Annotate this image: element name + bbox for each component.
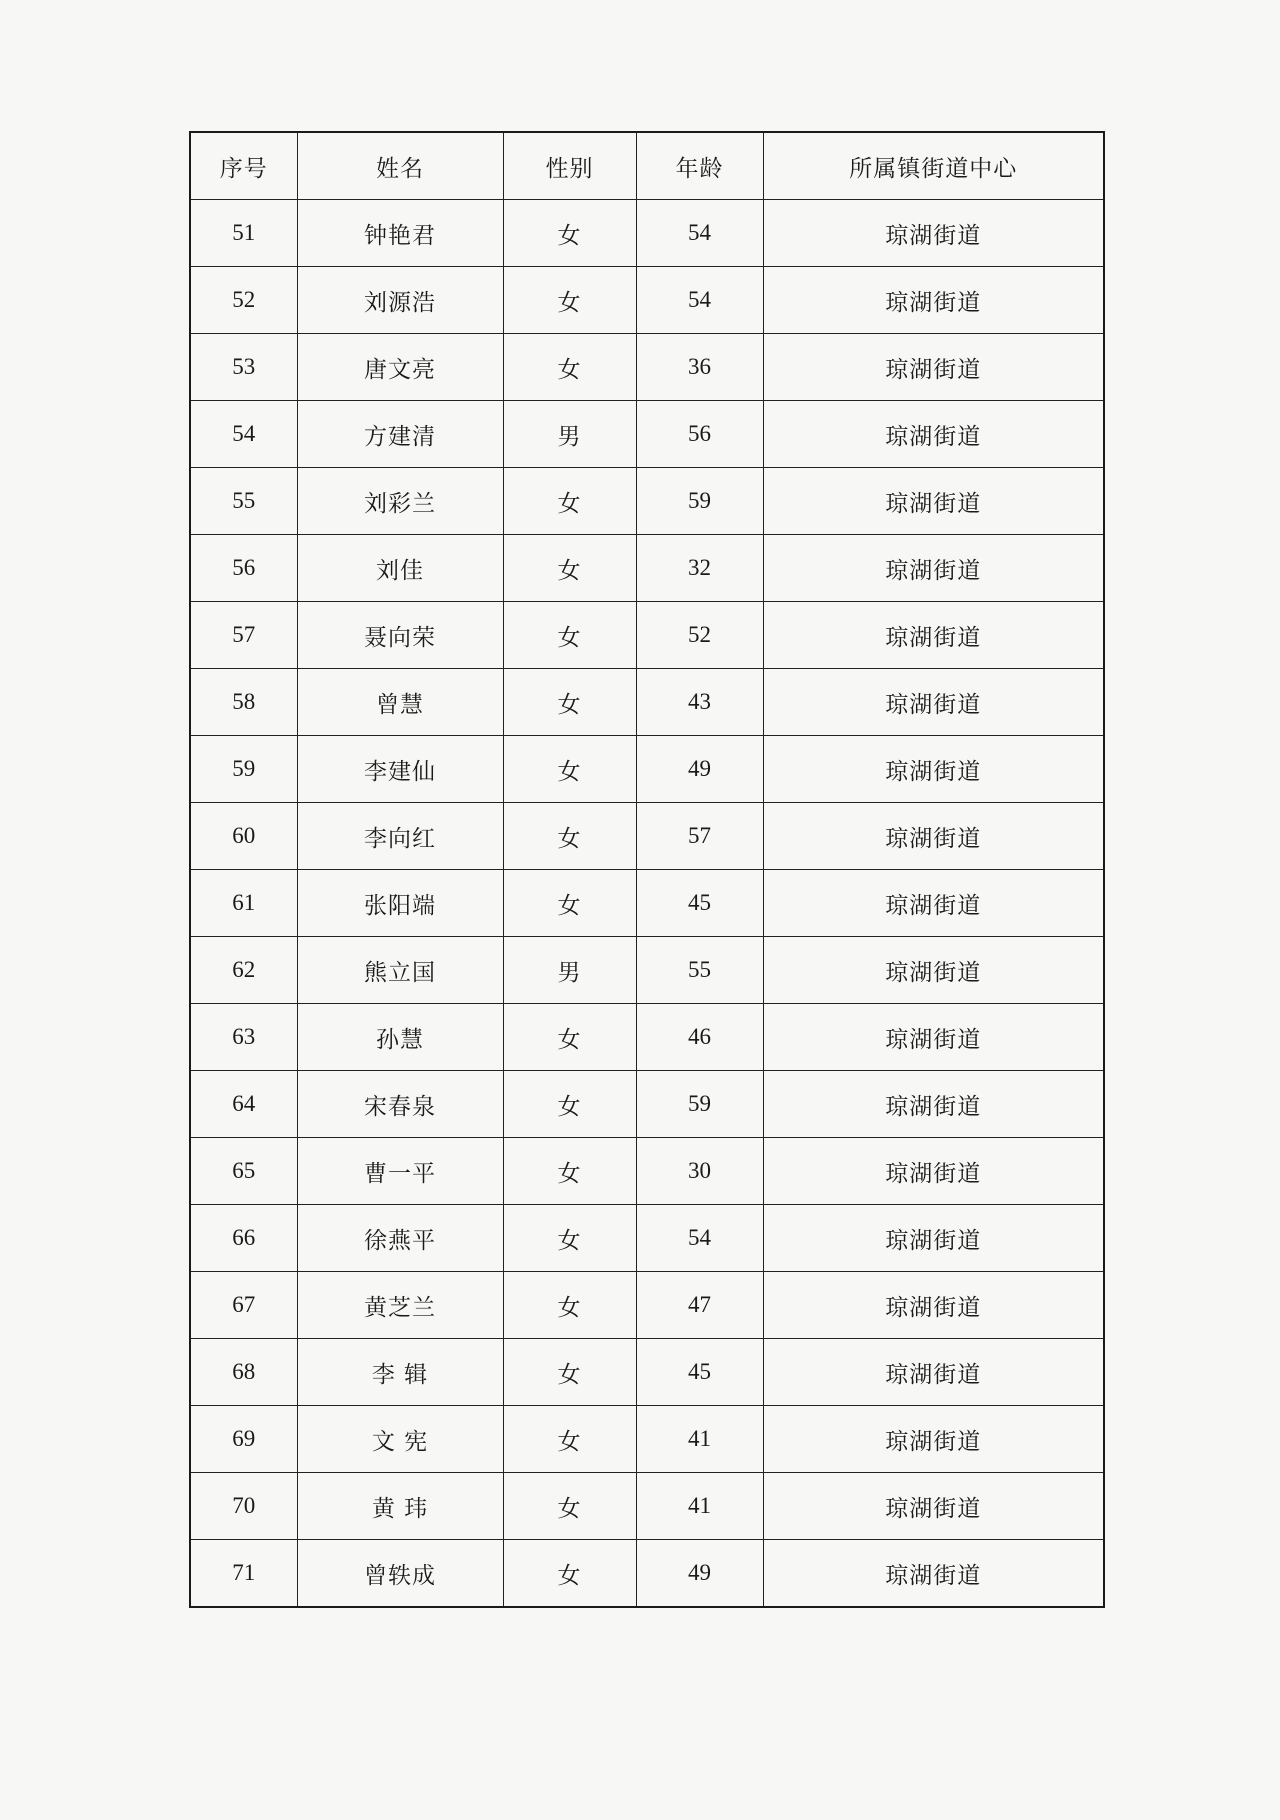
cell-affiliated-center: 琼湖街道 [763, 267, 1104, 334]
table-row [190, 200, 1104, 267]
table-row [190, 334, 1104, 401]
table-row [190, 267, 1104, 334]
cell-affiliated-center: 琼湖街道 [763, 669, 1104, 736]
cell-serial-number: 71 [190, 1540, 297, 1608]
cell-gender: 女 [503, 736, 636, 803]
table-row [190, 1473, 1104, 1540]
header-serial-number: 序号 [190, 132, 297, 200]
cell-serial-number: 54 [190, 401, 297, 468]
table-row [190, 1540, 1104, 1608]
table-row [190, 870, 1104, 937]
cell-age: 54 [636, 1205, 763, 1272]
cell-affiliated-center: 琼湖街道 [763, 1071, 1104, 1138]
cell-name: 钟艳君 [297, 200, 503, 267]
cell-affiliated-center: 琼湖街道 [763, 1406, 1104, 1473]
roster-table [189, 131, 1105, 1608]
cell-gender: 女 [503, 1004, 636, 1071]
cell-gender: 女 [503, 535, 636, 602]
cell-gender: 女 [503, 602, 636, 669]
cell-name: 徐燕平 [297, 1205, 503, 1272]
cell-gender: 女 [503, 870, 636, 937]
cell-serial-number: 56 [190, 535, 297, 602]
cell-serial-number: 51 [190, 200, 297, 267]
cell-gender: 女 [503, 1473, 636, 1540]
cell-serial-number: 63 [190, 1004, 297, 1071]
table-row [190, 1004, 1104, 1071]
cell-gender: 女 [503, 334, 636, 401]
cell-serial-number: 59 [190, 736, 297, 803]
cell-serial-number: 61 [190, 870, 297, 937]
cell-gender: 男 [503, 937, 636, 1004]
cell-age: 41 [636, 1473, 763, 1540]
cell-serial-number: 67 [190, 1272, 297, 1339]
cell-age: 46 [636, 1004, 763, 1071]
cell-gender: 女 [503, 200, 636, 267]
cell-serial-number: 55 [190, 468, 297, 535]
table-row [190, 669, 1104, 736]
table-row [190, 937, 1104, 1004]
cell-affiliated-center: 琼湖街道 [763, 468, 1104, 535]
cell-affiliated-center: 琼湖街道 [763, 736, 1104, 803]
cell-age: 47 [636, 1272, 763, 1339]
cell-age: 30 [636, 1138, 763, 1205]
table-row [190, 401, 1104, 468]
cell-gender: 女 [503, 803, 636, 870]
cell-serial-number: 69 [190, 1406, 297, 1473]
cell-name: 曾慧 [297, 669, 503, 736]
table-row [190, 1406, 1104, 1473]
cell-name: 孙慧 [297, 1004, 503, 1071]
cell-name: 曹一平 [297, 1138, 503, 1205]
cell-serial-number: 70 [190, 1473, 297, 1540]
cell-affiliated-center: 琼湖街道 [763, 1004, 1104, 1071]
table-row [190, 535, 1104, 602]
cell-age: 56 [636, 401, 763, 468]
cell-affiliated-center: 琼湖街道 [763, 1540, 1104, 1608]
cell-age: 52 [636, 602, 763, 669]
cell-name: 刘佳 [297, 535, 503, 602]
cell-serial-number: 65 [190, 1138, 297, 1205]
cell-age: 55 [636, 937, 763, 1004]
cell-gender: 女 [503, 1205, 636, 1272]
cell-affiliated-center: 琼湖街道 [763, 803, 1104, 870]
table-row [190, 1205, 1104, 1272]
table-header [190, 132, 1104, 200]
cell-gender: 女 [503, 468, 636, 535]
cell-serial-number: 60 [190, 803, 297, 870]
cell-serial-number: 62 [190, 937, 297, 1004]
cell-gender: 女 [503, 1339, 636, 1406]
cell-serial-number: 64 [190, 1071, 297, 1138]
cell-age: 57 [636, 803, 763, 870]
cell-gender: 女 [503, 1138, 636, 1205]
table-row [190, 1071, 1104, 1138]
cell-age: 54 [636, 267, 763, 334]
cell-age: 36 [636, 334, 763, 401]
cell-affiliated-center: 琼湖街道 [763, 535, 1104, 602]
cell-age: 49 [636, 736, 763, 803]
cell-name: 李 辑 [297, 1339, 503, 1406]
cell-name: 唐文亮 [297, 334, 503, 401]
cell-gender: 女 [503, 267, 636, 334]
cell-gender: 女 [503, 1540, 636, 1608]
table-row [190, 1138, 1104, 1205]
cell-age: 32 [636, 535, 763, 602]
cell-name: 李建仙 [297, 736, 503, 803]
cell-gender: 女 [503, 1071, 636, 1138]
cell-name: 聂向荣 [297, 602, 503, 669]
cell-name: 黄 玮 [297, 1473, 503, 1540]
cell-affiliated-center: 琼湖街道 [763, 602, 1104, 669]
cell-age: 45 [636, 1339, 763, 1406]
header-name: 姓名 [297, 132, 503, 200]
table-row [190, 468, 1104, 535]
cell-age: 59 [636, 1071, 763, 1138]
cell-age: 54 [636, 200, 763, 267]
header-affiliated-center: 所属镇街道中心 [763, 132, 1104, 200]
cell-name: 黄芝兰 [297, 1272, 503, 1339]
table-row [190, 602, 1104, 669]
cell-serial-number: 57 [190, 602, 297, 669]
cell-serial-number: 53 [190, 334, 297, 401]
cell-name: 张阳端 [297, 870, 503, 937]
cell-gender: 女 [503, 1272, 636, 1339]
cell-serial-number: 68 [190, 1339, 297, 1406]
cell-affiliated-center: 琼湖街道 [763, 1272, 1104, 1339]
table-row [190, 1272, 1104, 1339]
cell-name: 李向红 [297, 803, 503, 870]
cell-affiliated-center: 琼湖街道 [763, 1138, 1104, 1205]
cell-name: 刘源浩 [297, 267, 503, 334]
table-row [190, 736, 1104, 803]
cell-affiliated-center: 琼湖街道 [763, 1339, 1104, 1406]
cell-serial-number: 52 [190, 267, 297, 334]
cell-name: 熊立国 [297, 937, 503, 1004]
cell-affiliated-center: 琼湖街道 [763, 870, 1104, 937]
cell-name: 曾轶成 [297, 1540, 503, 1608]
cell-serial-number: 66 [190, 1205, 297, 1272]
cell-name: 文 宪 [297, 1406, 503, 1473]
cell-affiliated-center: 琼湖街道 [763, 1473, 1104, 1540]
cell-age: 45 [636, 870, 763, 937]
header-gender: 性别 [503, 132, 636, 200]
cell-serial-number: 58 [190, 669, 297, 736]
cell-name: 宋春泉 [297, 1071, 503, 1138]
header-row [190, 132, 1104, 200]
cell-affiliated-center: 琼湖街道 [763, 937, 1104, 1004]
cell-gender: 男 [503, 401, 636, 468]
cell-age: 59 [636, 468, 763, 535]
cell-affiliated-center: 琼湖街道 [763, 200, 1104, 267]
cell-gender: 女 [503, 669, 636, 736]
table-body [190, 200, 1104, 1608]
header-age: 年龄 [636, 132, 763, 200]
cell-affiliated-center: 琼湖街道 [763, 401, 1104, 468]
cell-age: 43 [636, 669, 763, 736]
cell-age: 49 [636, 1540, 763, 1608]
cell-affiliated-center: 琼湖街道 [763, 334, 1104, 401]
cell-gender: 女 [503, 1406, 636, 1473]
cell-name: 方建清 [297, 401, 503, 468]
cell-age: 41 [636, 1406, 763, 1473]
cell-affiliated-center: 琼湖街道 [763, 1205, 1104, 1272]
table-row [190, 1339, 1104, 1406]
cell-name: 刘彩兰 [297, 468, 503, 535]
table-row [190, 803, 1104, 870]
